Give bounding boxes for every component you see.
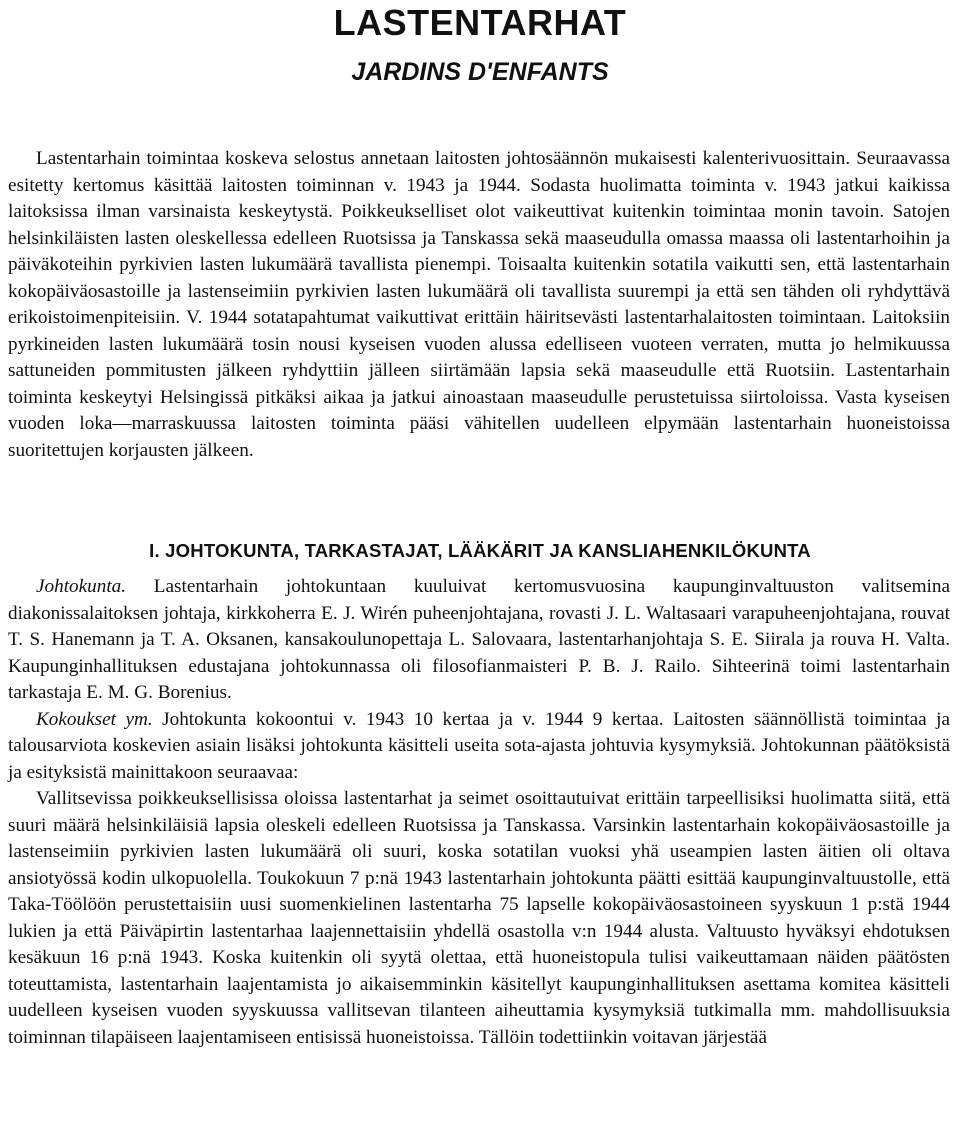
board-text: Lastentarhain johtokuntaan kuuluivat kertomusvuosina kaupunginvaltuuston valitsemina diakonissalaitoksen johtaja, kirkkoherra E. J. Wirén puheenjohtajana, rovasti J. L. Waltasaari varapuheenjohtajana, rouvat T. S. Hanemann ja T. A. Oksanen, kansakoulunopettaja L. Salovaara, lastentarhanjohtaja S. E. Siirala ja rouva H. Valta. Kaupunginhallituksen edustajana johtokunnassa oli filosofianmaisteri P. B. J. Railo. Sihteerinä toimi lastentarhain tarkastaja E. M. G. Borenius. xyxy=(8,576,950,703)
page-title: LASTENTARHAT xyxy=(333,2,627,43)
intro-paragraph: Lastentarhain toimintaa koskeva selostus annetaan laitosten johtosäännön mukaisesti kalenterivuosittain. Seuraavassa esitetty kertomus käsittää laitosten toiminnan v. 1943 ja 1944. Sodasta huolimatta toiminta v. 1943 jatkui kaikissa laitoksissa ilman varsinaista keskeytystä. Poikkeukselliset olot vaikeuttivat kuitenkin toimintaa monin tavoin. Satojen helsinkiläisten lasten oleskellessa edelleen Ruotsissa ja Tanskassa sekä maaseudulla omassa maassa oli lastentarhoihin ja päiväkoteihin pyrkivien lasten lukumäärä tavallista pienempi. Toisaalta kuitenkin sotatila vaikutti sen, että lastentarhain kokopäiväosastoille ja lastenseimiin pyrkivien lasten lukumäärä oli tavallista suurempi ja että sen tähden oli ryhdyttävä erikoistoimenpiteisiin. V. 1944 sotatapahtumat vaikuttivat erittäin häiritsevästi lastentarhalaitosten toimintaan. Laitoksiin pyrkineiden lasten lukumäärä tosin nousi kyseisen vuoden alussa edelliseen vuoteen verraten, mutta jo helmikuussa sattuneiden pommitusten jälkeen ryhdyttiin jälleen siirtämään lapsia sekä maaseudulle että Ruotsiin. Lastentarhain toiminta keskeytyi Helsingissä pitkäksi aikaa ja jatkui ainoastaan maaseudulle perustetuissa siirtoloissa. Vasta kyseisen vuoden loka—marraskuussa laitosten toiminta pääsi vähitellen uudelleen elpymään lastentarhain huoneistoissa suoritettujen korjausten jälkeen. xyxy=(8,148,950,461)
decision-paragraph: Vallitsevissa poikkeuksellisissa oloissa lastentarhat ja seimet osoittautuivat erittäin tarpeellisiksi huolimatta siitä, että suuri määrä helsinkiläisiä lapsia oleskeli edelleen Ruotsissa ja Tanskassa. Varsinkin lastentarhain kokopäiväosastoille ja lastenseimiin pyrkivien lasten lukumäärä oli suuri, koska sotatilan vuoksi yhä useampien lasten äitien oli oltava ansiotyössä kodin ulkopuolella. Toukokuun 7 p:nä 1943 lastentarhain johtokunta päätti esittää kaupunginvaltuustolle, että Taka-Töölöön perustettaisiin uusi suomenkielinen lastentarha 75 lapselle kokopäiväosastoineen syyskuun 1 p:stä 1944 lukien ja että Päiväpirtin lastentarhaa laajennettaisiin yhdellä osastolla v:n 1944 alusta. Valtuusto hyväksyi ehdotuksen kesäkuun 16 p:nä 1943. Koska kuitenkin oli syytä olettaa, että huoneistopula tulisi vaikeuttamaan näiden päätösten toteuttamista, lastentarhain laajentamista jo aikaisemminkin käsitellyt kaupunginhallituksen asettama komitea käsitteli uudelleen kyseisen vuoden syyskuussa vallitsevan tilanteen aiheuttamia kysymyksiä tutkimalla mm. mahdollisuuksia toiminnan tilapäiseen laajentamiseen entisissä huoneistoissa. Tällöin todettiinkin voitavan järjestää xyxy=(8,788,950,1048)
meetings-lead: Kokoukset ym. xyxy=(36,708,153,730)
page-subtitle: JARDINS D'ENFANTS xyxy=(351,58,609,86)
meetings-paragraph xyxy=(8,707,950,787)
section-body xyxy=(8,574,950,1051)
board-paragraph xyxy=(8,574,950,707)
board-lead: Johtokunta. xyxy=(36,576,127,597)
meetings-text: Johtokunta kokoontui v. 1943 10 kertaa ja v. 1944 9 kertaa. Laitosten säännöllistä toimintaa ja talousarviota koskevien asiain lisäksi johtokunta käsitteli useita sota-ajasta johtuvia kysymyksiä. Johtokunnan päätöksistä ja esityksistä mainittakoon seuraavaa: xyxy=(8,708,950,783)
section-heading: I. JOHTOKUNTA, TARKASTAJAT, LÄÄKÄRIT JA KANSLIAHENKILÖKUNTA xyxy=(149,540,811,561)
